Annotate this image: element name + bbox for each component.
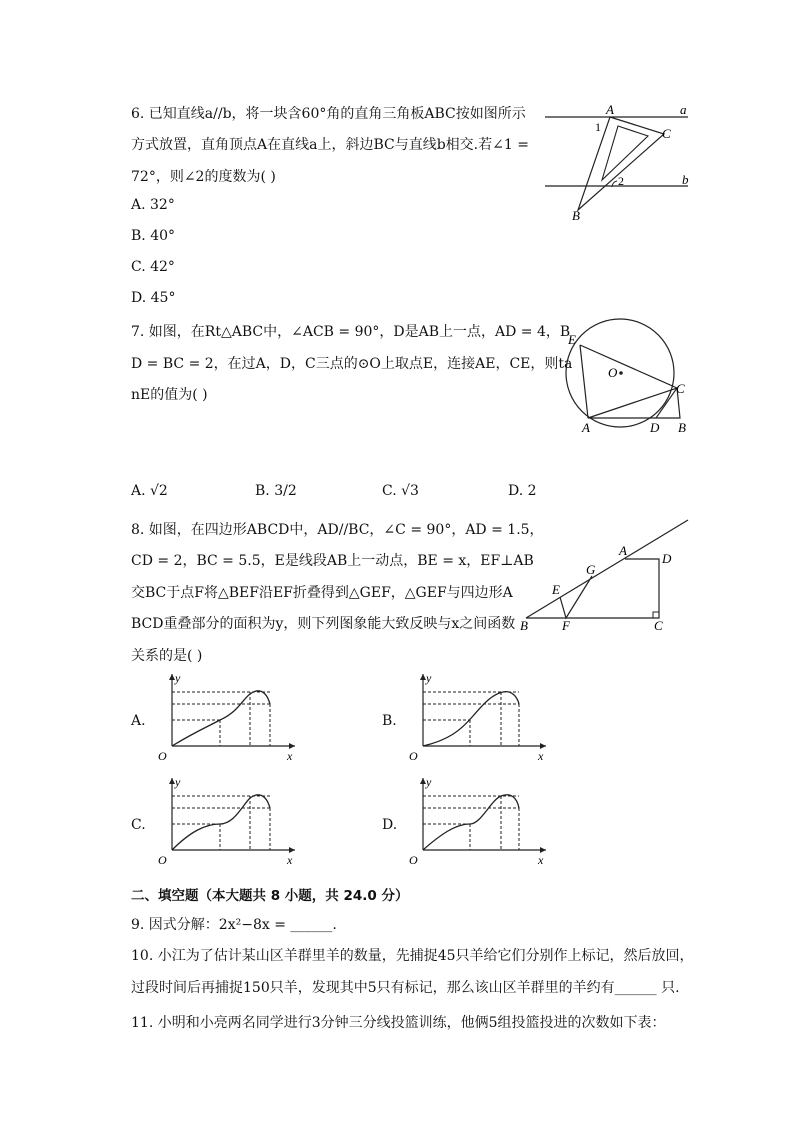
section-fill-in-heading: 二、填空题（本大题共 8 小题，共 24.0 分） xyxy=(131,888,409,904)
q8-figure xyxy=(516,515,694,635)
q8-option-d-letter: D. xyxy=(382,817,398,833)
q7-line-3: nE的值为( ) xyxy=(131,387,208,403)
q6-label-2: 2 xyxy=(618,174,624,188)
q8-label-C: C xyxy=(654,618,663,633)
q11-text: 11. 小明和小亮两名同学进行3分钟三分线投篮训练，他俩5组投篮投进的次数如下表： xyxy=(131,1015,666,1031)
q7-label-D: D xyxy=(650,420,660,435)
q6-label-A: A xyxy=(606,102,614,117)
q6-label-a: a xyxy=(680,102,687,117)
q8-label-F: F xyxy=(562,618,570,633)
q7-option-b: B. 3/2 xyxy=(255,483,297,499)
q8-line-4: BCD重叠部分的面积为y，则下列图象能大致反映与x之间函数 xyxy=(131,616,516,632)
q7-label-B: B xyxy=(678,420,686,435)
q7-figure xyxy=(560,315,700,440)
q6-option-c: C. 42° xyxy=(131,259,175,275)
q8-graph-a xyxy=(150,670,300,766)
q8-line-3: 交BC于点F将△BEF沿EF折叠得到△GEF，△GEF与四边形A xyxy=(131,585,513,601)
q7-label-A: A xyxy=(582,420,590,435)
q8-line-1: 8. 如图，在四边形ABCD中，AD//BC，∠C = 90°，AD = 1.5， xyxy=(131,522,544,538)
graph-b-x-label: x xyxy=(538,749,544,763)
q6-label-b: b xyxy=(682,172,689,187)
q6-option-a: A. 32° xyxy=(131,197,175,213)
graph-d-y-label: y xyxy=(426,775,432,789)
q6-figure xyxy=(540,98,700,226)
q6-option-d: D. 45° xyxy=(131,290,176,306)
q8-line-2: CD = 2，BC = 5.5，E是线段AB上一动点，BE = x，EF⊥AB xyxy=(131,553,534,569)
q8-label-A: A xyxy=(619,543,627,558)
graph-b-y-label: y xyxy=(426,671,432,685)
q8-option-a-letter: A. xyxy=(131,713,146,729)
q6-label-1: 1 xyxy=(595,120,601,134)
q7-line-1: 7. 如图，在Rt△ABC中，∠ACB = 90°，D是AB上一点，AD = 4，B xyxy=(131,324,571,340)
q8-option-b-letter: B. xyxy=(382,713,397,729)
graph-a-y-label: y xyxy=(175,671,181,685)
q7-option-c: C. √3 xyxy=(382,483,419,499)
q10-line-1: 10. 小江为了估计某山区羊群里羊的数量，先捕捉45只羊给它们分别作上标记，然后放回， xyxy=(131,948,694,964)
q7-label-C: C xyxy=(676,381,685,396)
q6-line-2: 方式放置，直角顶点A在直线a上，斜边BC与直线b相交.若∠1 = xyxy=(131,137,529,153)
graph-c-origin-label: O xyxy=(158,853,167,867)
q6-line-1: 6. 已知直线a//b，将一块含60°角的直角三角板ABC按如图所示 xyxy=(131,106,526,122)
q9-text: 9. 因式分解：2x²−8x = ______. xyxy=(131,917,337,933)
q7-option-d: D. 2 xyxy=(508,483,537,499)
graph-d-origin-label: O xyxy=(409,853,418,867)
q10-line-2: 过段时间后再捕捉150只羊，发现其中5只有标记，那么该山区羊群里的羊约有______ 只. xyxy=(131,980,680,996)
q7-option-a: A. √2 xyxy=(131,483,168,499)
q7-line-2: D = BC = 2，在过A，D，C三点的⊙O上取点E，连接AE，CE，则ta xyxy=(131,356,573,372)
q8-label-D: D xyxy=(662,551,672,566)
q8-label-E: E xyxy=(552,582,560,597)
q8-graph-c xyxy=(150,774,300,870)
graph-b-origin-label: O xyxy=(409,749,418,763)
q8-graph-b xyxy=(401,670,551,766)
q6-label-B: B xyxy=(572,208,580,223)
graph-d-x-label: x xyxy=(538,853,544,867)
graph-c-y-label: y xyxy=(175,775,181,789)
q7-label-E: E xyxy=(568,332,576,347)
q7-label-O: O xyxy=(608,365,618,380)
graph-c-x-label: x xyxy=(287,853,293,867)
q8-graph-d xyxy=(401,774,551,870)
graph-a-origin-label: O xyxy=(158,749,167,763)
q8-label-G: G xyxy=(586,562,596,577)
q6-option-b: B. 40° xyxy=(131,228,176,244)
q6-label-C: C xyxy=(662,126,671,141)
q6-line-3: 72°，则∠2的度数为( ) xyxy=(131,169,276,185)
q8-line-5: 关系的是( ) xyxy=(131,648,203,664)
q8-label-B: B xyxy=(520,618,528,633)
graph-a-x-label: x xyxy=(287,749,293,763)
q8-option-c-letter: C. xyxy=(131,817,146,833)
